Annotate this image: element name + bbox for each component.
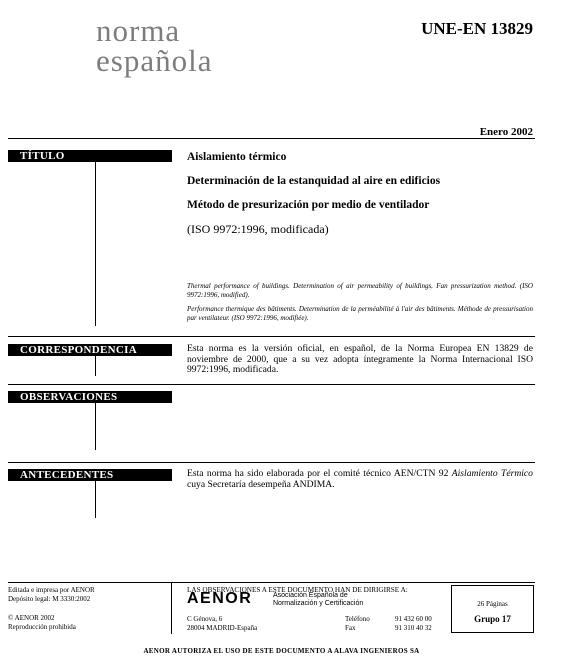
vertical-rule-footer (171, 582, 172, 634)
antecedentes-text-after: cuya Secretaría desempeña ANDIMA. (187, 478, 335, 490)
brand-line-1: norma (96, 13, 181, 48)
antecedentes-text-before: Esta norma ha sido elaborada por el comité técnico AEN/CTN 92 (187, 468, 452, 479)
address-line-2: 28004 MADRID-España (187, 623, 258, 632)
pages-grupo-box (451, 585, 534, 633)
address-line-1: C Génova, 6 (187, 615, 223, 623)
edition-info (8, 586, 95, 603)
page-count: 26 Páginas (477, 600, 508, 608)
deposito-legal: Depósito legal: M 3330:2002 (8, 594, 91, 603)
divider-antecedentes (8, 462, 535, 463)
reproduction-notice: Reproducción prohibida (8, 622, 76, 631)
title-line-4: (ISO 9972:1996, modificada) (187, 222, 329, 236)
copyright: © AENOR 2002 (8, 614, 55, 622)
section-label-antecedentes: ANTECEDENTES (8, 469, 172, 481)
divider-observaciones (8, 384, 535, 385)
address-block (187, 615, 257, 632)
fax-label: Fax (345, 623, 356, 632)
aenor-logo: AENOR (187, 590, 253, 607)
usage-notice: AENOR AUTORIZA EL USO DE ESTE DOCUMENTO A ALAVA INGENIEROS SA (143, 647, 420, 655)
brand-title (96, 13, 213, 78)
telephone-value: 91 432 60 00 (395, 615, 432, 623)
title-line-2: Determinación de la estanquidad al aire en edificios (187, 175, 441, 187)
vertical-rule-antecedentes (95, 476, 96, 518)
divider-correspondencia (8, 336, 535, 337)
telephone-label: Teléfono (345, 615, 370, 623)
org-line-2: Normalización y Certificación (273, 600, 364, 607)
title-line-1: Aislamiento térmico (187, 151, 287, 163)
divider-top (8, 138, 535, 139)
brand-line-2: española (96, 43, 213, 78)
fax-value: 91 310 40 32 (395, 623, 432, 632)
contact-values (395, 615, 432, 632)
grupo: Grupo 17 (474, 614, 511, 624)
section-label-titulo: TÍTULO (8, 150, 172, 162)
edited-by: Editada e impresa por AENOR (8, 586, 95, 594)
standard-code: UNE-EN 13829 (421, 19, 533, 38)
english-title: Thermal performance of buildings. Determination of air permeability of buildings. Fan pressurization method. (ISO 9972:1996, modified). (187, 282, 533, 299)
contact-labels (345, 615, 370, 632)
antecedentes-text-italic: Aislamiento Térmico (451, 468, 533, 479)
observations-heading: LAS OBSERVACIONES A ESTE DOCUMENTO HAN DE DIRIGIRSE A: (187, 586, 408, 594)
copyright-info (8, 614, 76, 631)
correspondencia-text: Esta norma es la versión oficial, en español, de la Norma Europea EN 13829 de noviembre de 2000, que a su vez adopta íntegramente la Norma Internacional ISO 9972:1996, modificada. (187, 343, 533, 376)
antecedentes-text (187, 469, 533, 490)
section-label-observaciones: OBSERVACIONES (8, 391, 172, 403)
org-line-1: Asociación Española de (273, 592, 348, 599)
publication-date: Enero 2002 (479, 126, 533, 138)
french-title: Performance thermique des bâtiments. Determination de la perméabilité à l'air des bâtiments. Méthode de pressurisation par ventilateur. (ISO 9972:1996, modifiée). (187, 305, 533, 322)
vertical-rule-titulo (95, 152, 96, 326)
aenor-org-name (273, 592, 363, 608)
section-label-correspondencia: CORRESPONDENCIA (8, 344, 172, 356)
vertical-rule-observaciones (95, 398, 96, 450)
divider-footer (8, 582, 535, 583)
title-line-3: Método de presurización por medio de ventilador (187, 199, 430, 211)
